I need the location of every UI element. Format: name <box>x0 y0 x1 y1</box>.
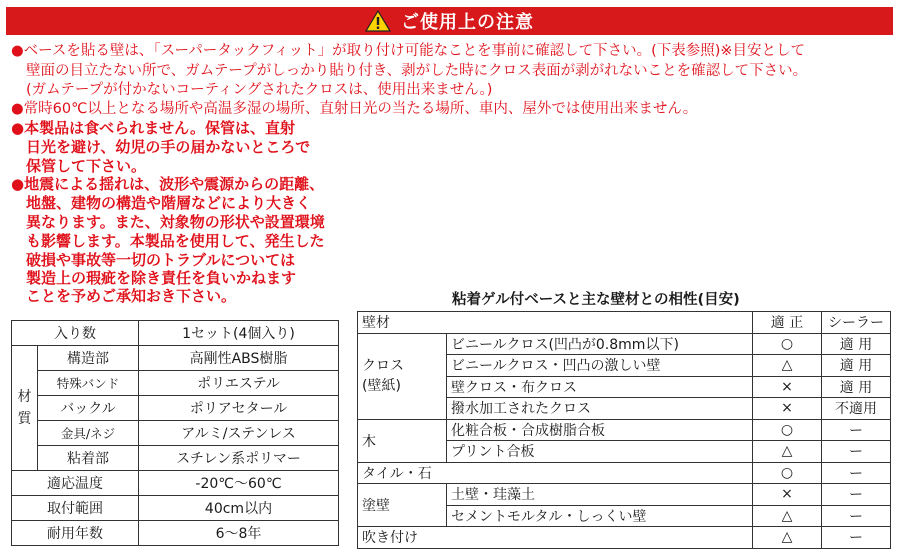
sealer-value: ー <box>822 527 891 549</box>
material-part-value: ポリエステル <box>139 371 339 396</box>
note-4-line-6: 製造上の瑕疵を除き責任を負いかねます <box>26 269 297 287</box>
group-tile: タイル・石 <box>358 462 753 484</box>
material-label: 材質 <box>12 346 38 471</box>
spec-table <box>11 320 339 546</box>
fit-mark: × <box>753 484 822 506</box>
wall-name: 壁クロス・布クロス <box>447 376 753 398</box>
group-spray: 吹き付け <box>358 527 753 549</box>
note-3-line-2: 日光を避け、幼児の手の届かないところで <box>26 138 311 156</box>
note-2: ●常時60℃以上となる場所や高温多湿の場所、直射日光の当たる場所、車内、屋外では使用出来ません。 <box>11 101 698 117</box>
sealer-value: ー <box>822 462 891 484</box>
table-row <box>12 321 339 346</box>
note-3-line-1: ●本製品は食べられません。保管は、直射 <box>11 119 295 137</box>
wall-name: プリント合板 <box>447 441 753 463</box>
note-1-line-2: 壁面の目立たない所で、ガムテープがしっかり貼り付き、剥がした時にクロス表面が剥がれないことを確認して下さい。 <box>26 63 808 79</box>
sealer-value: ー <box>822 441 891 463</box>
material-part-label: 粘着部 <box>38 446 139 471</box>
sealer-value: ー <box>822 484 891 506</box>
note-4-line-2: 地盤、建物の構造や階層などにより大きく <box>26 194 312 212</box>
spec-row-label: 耐用年数 <box>12 521 139 546</box>
wall-name: ビニールクロス・凹凸の激しい壁 <box>447 355 753 377</box>
header-fit: 適 正 <box>753 312 822 334</box>
table-row <box>12 346 339 371</box>
table-row <box>12 471 339 496</box>
sealer-value: 適 用 <box>822 333 891 355</box>
note-4-line-5: 破損や事故等一切のトラブルについては <box>26 251 296 269</box>
fit-mark: △ <box>753 505 822 527</box>
banner-title: ご使用上の注意 <box>401 12 534 33</box>
group-cloth-line-1: クロス <box>362 358 404 374</box>
material-part-label: バックル <box>38 396 139 421</box>
table-row <box>358 312 891 334</box>
warning-triangle-icon <box>365 10 391 32</box>
compat-table <box>357 311 891 549</box>
material-part-value: スチレン系ポリマー <box>139 446 339 471</box>
table-row <box>12 496 339 521</box>
table-row <box>358 462 891 484</box>
sealer-value: ー <box>822 505 891 527</box>
table-row <box>12 396 339 421</box>
material-part-value: 高剛性ABS樹脂 <box>139 346 339 371</box>
header-sealer: シーラー <box>822 312 891 334</box>
material-part-value: アルミ/ステンレス <box>139 421 339 446</box>
table-row <box>358 527 891 549</box>
fit-mark: △ <box>753 355 822 377</box>
fit-mark: × <box>753 398 822 420</box>
spec-row-label: 適応温度 <box>12 471 139 496</box>
caution-banner <box>6 7 893 35</box>
table-row <box>12 446 339 471</box>
spec-row-value: 40cm以内 <box>139 496 339 521</box>
table-row <box>358 419 891 441</box>
spec-row-label: 取付範囲 <box>12 496 139 521</box>
fit-mark: ○ <box>753 333 822 355</box>
wall-name: セメントモルタル・しっくい壁 <box>447 505 753 527</box>
fit-mark: ○ <box>753 419 822 441</box>
spec-row-value: -20℃〜60℃ <box>139 471 339 496</box>
material-part-label: 金具/ネジ <box>38 421 139 446</box>
sealer-value: 適 用 <box>822 376 891 398</box>
fit-mark: △ <box>753 527 822 549</box>
contents-label: 入り数 <box>12 321 139 346</box>
contents-value: 1セット(4個入り) <box>139 321 339 346</box>
wall-name: 化粧合板・合成樹脂合板 <box>447 419 753 441</box>
spec-row-value: 6〜8年 <box>139 521 339 546</box>
material-part-label: 構造部 <box>38 346 139 371</box>
note-3-line-3: 保管して下さい。 <box>26 157 147 175</box>
note-1-line-3: (ガムテープが付かないコーティングされたクロスは、使用出来ません。) <box>26 82 493 98</box>
note-4-line-1: ●地震による揺れは、波形や震源からの距離、 <box>11 175 325 193</box>
group-cloth-line-2: (壁紙) <box>362 378 401 394</box>
wall-name: ビニールクロス(凹凸が0.8mm以下) <box>447 333 753 355</box>
group-wood: 木 <box>358 419 447 462</box>
note-1-line-1: ●ベースを貼る壁は、「スーパータックフィット」が取り付け可能なことを事前に確認して下さい。(下表参照)※目安として <box>11 43 806 59</box>
table-row <box>358 333 891 355</box>
group-cloth <box>358 333 447 419</box>
note-4-line-4: も影響します。本製品を使用して、発生した <box>26 232 325 250</box>
table-row <box>12 521 339 546</box>
note-4-line-3: 異なります。また、対象物の形状や設置環境 <box>26 213 325 231</box>
compat-table-title: 粘着ゲル付ベースと主な壁材との相性(目安) <box>452 292 740 308</box>
table-row <box>12 421 339 446</box>
material-part-value: ポリアセタール <box>139 396 339 421</box>
table-row <box>12 371 339 396</box>
fit-mark: ○ <box>753 462 822 484</box>
sealer-value: 不適用 <box>822 398 891 420</box>
wall-name: 撥水加工されたクロス <box>447 398 753 420</box>
sealer-value: 適 用 <box>822 355 891 377</box>
sealer-value: ー <box>822 419 891 441</box>
wall-name: 土壁・珪藻土 <box>447 484 753 506</box>
group-plaster: 塗壁 <box>358 484 447 527</box>
header-wall: 壁材 <box>358 312 753 334</box>
note-4-line-7: ことを予めご承知おき下さい。 <box>26 287 237 305</box>
fit-mark: △ <box>753 441 822 463</box>
fit-mark: × <box>753 376 822 398</box>
table-row <box>358 484 891 506</box>
material-part-label: 特殊バンド <box>38 371 139 396</box>
